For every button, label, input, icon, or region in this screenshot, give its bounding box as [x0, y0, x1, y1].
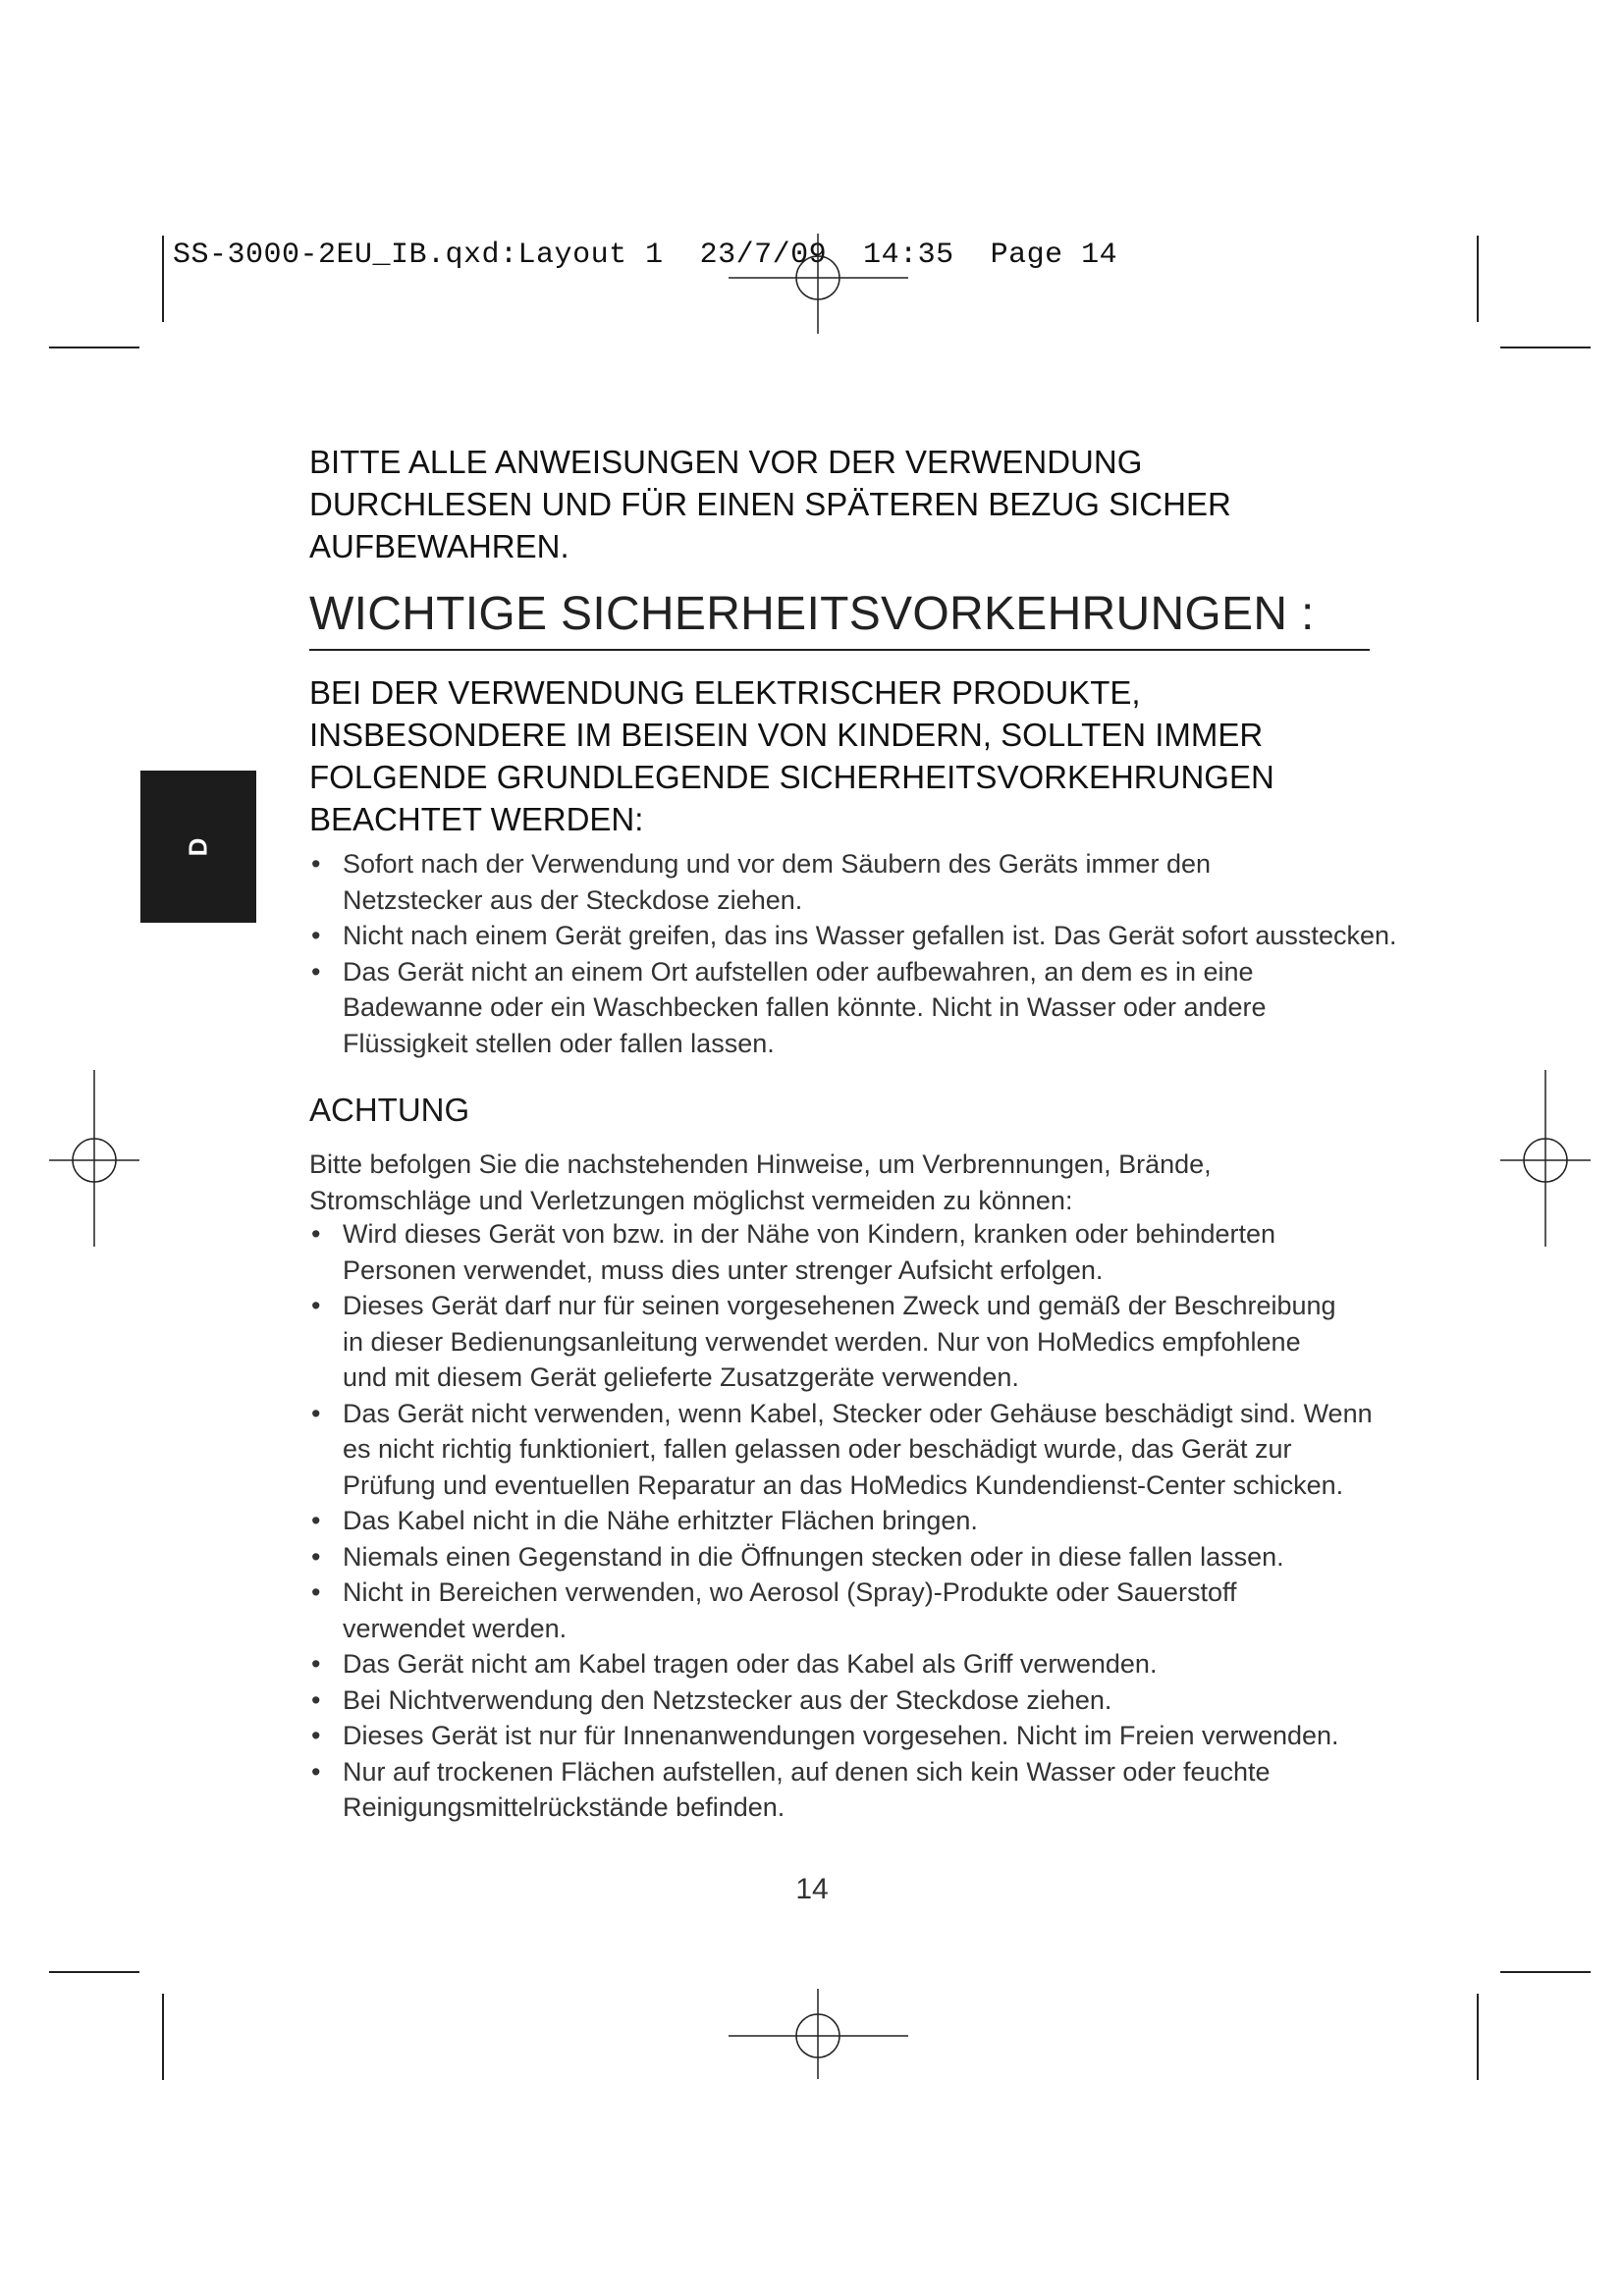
list-item-line: Dieses Gerät ist nur für Innenanwendungen vorgesehen. Nicht im Freien verwenden. [343, 1721, 1339, 1750]
list-item [309, 1754, 1458, 1826]
bullet-icon: • [311, 921, 321, 950]
warning-intro-line: Stromschläge und Verletzungen möglichst vermeiden zu können: [309, 1185, 1073, 1215]
list-item-line: in dieser Bedienungsanleitung verwendet werden. Nur von HoMedics empfohlene [343, 1326, 1301, 1357]
safety-intro [309, 671, 1438, 840]
list-item [309, 918, 1458, 954]
list-item-line: Sofort nach der Verwendung und vor dem Säubern des Geräts immer den [343, 849, 1211, 879]
list-item-line: Das Gerät nicht verwenden, wenn Kabel, Stecker oder Gehäuse beschädigt sind. Wenn [343, 1398, 1373, 1428]
bullet-icon: • [311, 849, 321, 879]
list-item [309, 1539, 1458, 1575]
warning-intro [309, 1147, 1438, 1218]
list-item [309, 1718, 1458, 1754]
registration-mark-top [729, 234, 908, 334]
safety-intro-line: BEI DER VERWENDUNG ELEKTRISCHER PRODUKTE, [309, 674, 1141, 711]
bullet-icon: • [311, 1398, 321, 1428]
bullet-icon: • [311, 1219, 321, 1249]
safety-intro-line: INSBESONDERE IM BEISEIN VON KINDERN, SOLLTEN IMMER [309, 717, 1264, 753]
list-item [309, 1396, 1458, 1504]
registration-mark-right [1500, 1070, 1591, 1247]
bullet-icon: • [311, 1684, 321, 1715]
bullet-icon: • [311, 1506, 321, 1535]
bullet-icon: • [311, 1577, 321, 1607]
bullet-icon: • [311, 1541, 321, 1572]
safety-intro-line: BEACHTET WERDEN: [309, 801, 644, 837]
warning-heading: ACHTUNG [309, 1092, 470, 1128]
bullet-icon: • [311, 1756, 321, 1787]
bullet-icon: • [311, 956, 321, 987]
list-item-line: Wird dieses Gerät von bzw. in der Nähe von Kindern, kranken oder behinderten [343, 1219, 1276, 1249]
list-item-line: verwendet werden. [343, 1613, 568, 1643]
list-item [309, 1646, 1458, 1682]
page-title: WICHTIGE SICHERHEITSVORKEHRUNGEN : [309, 588, 1315, 640]
list-item-line: Das Gerät nicht am Kabel tragen oder das Kabel als Griff verwenden. [343, 1649, 1158, 1679]
bullet-icon: • [311, 1291, 321, 1320]
bullet-icon: • [311, 1721, 321, 1750]
intro-text [309, 441, 1438, 567]
list-item-line: Das Gerät nicht an einem Ort aufstellen oder aufbewahren, an dem es in eine [343, 956, 1254, 987]
page-number: 14 [795, 1873, 829, 1905]
list-item-line: Prüfung und eventuellen Reparatur an das HoMedics Kundendienst-Center schicken. [343, 1469, 1344, 1500]
list-item-line: Flüssigkeit stellen oder fallen lassen. [343, 1028, 775, 1058]
list-item [309, 1575, 1458, 1646]
list-item-line: Reinigungsmittelrückstände befinden. [343, 1792, 785, 1822]
list-item-line: Das Kabel nicht in die Nähe erhitzter Flächen bringen. [343, 1506, 978, 1535]
language-tab-label: D [183, 837, 213, 856]
safety-list [309, 846, 1458, 1061]
list-item [309, 954, 1458, 1062]
safety-intro-line: FOLGENDE GRUNDLEGENDE SICHERHEITSVORKEHRUNGEN [309, 759, 1274, 795]
registration-mark-left [49, 1070, 139, 1247]
list-item-line: Personen verwendet, muss dies unter strenger Aufsicht erfolgen. [343, 1255, 1104, 1285]
language-tab [140, 771, 256, 923]
registration-mark-bottom [729, 1989, 908, 2079]
list-item [309, 1682, 1458, 1719]
intro-line: DURCHLESEN UND FÜR EINEN SPÄTEREN BEZUG SICHER [309, 486, 1231, 522]
bullet-icon: • [311, 1649, 321, 1679]
list-item-line: Nicht in Bereichen verwenden, wo Aerosol (Spray)-Produkte oder Sauerstoff [343, 1577, 1237, 1607]
list-item [309, 846, 1458, 918]
print-slug: SS-3000-2EU_IB.qxd:Layout 1 23/7/09 14:35 Page 14 [173, 239, 1118, 272]
title-underline [309, 649, 1370, 651]
list-item-line: Nur auf trockenen Flächen aufstellen, auf denen sich kein Wasser oder feuchte [343, 1756, 1271, 1787]
warning-list [309, 1216, 1458, 1826]
list-item-line: Bei Nichtverwendung den Netzstecker aus der Steckdose ziehen. [343, 1684, 1112, 1715]
intro-line: BITTE ALLE ANWEISUNGEN VOR DER VERWENDUNG [309, 444, 1143, 480]
list-item-line: Nicht nach einem Gerät greifen, das ins Wasser gefallen ist. Das Gerät sofort ausstecken. [343, 921, 1397, 950]
list-item-line: und mit diesem Gerät gelieferte Zusatzgeräte verwenden. [343, 1362, 1019, 1392]
list-item-line: es nicht richtig funktioniert, fallen gelassen oder beschädigt wurde, das Gerät zur [343, 1434, 1292, 1464]
list-item-line: Dieses Gerät darf nur für seinen vorgesehenen Zweck und gemäß der Beschreibung [343, 1291, 1336, 1320]
list-item [309, 1288, 1458, 1396]
list-item [309, 1216, 1458, 1288]
list-item [309, 1503, 1458, 1539]
list-item-line: Badewanne oder ein Waschbecken fallen könnte. Nicht in Wasser oder andere [343, 992, 1267, 1022]
warning-intro-line: Bitte befolgen Sie die nachstehenden Hinweise, um Verbrennungen, Brände, [309, 1149, 1212, 1179]
list-item-line: Netzstecker aus der Steckdose ziehen. [343, 884, 803, 915]
list-item-line: Niemals einen Gegenstand in die Öffnungen stecken oder in diese fallen lassen. [343, 1541, 1284, 1572]
intro-line: AUFBEWAHREN. [309, 528, 569, 564]
